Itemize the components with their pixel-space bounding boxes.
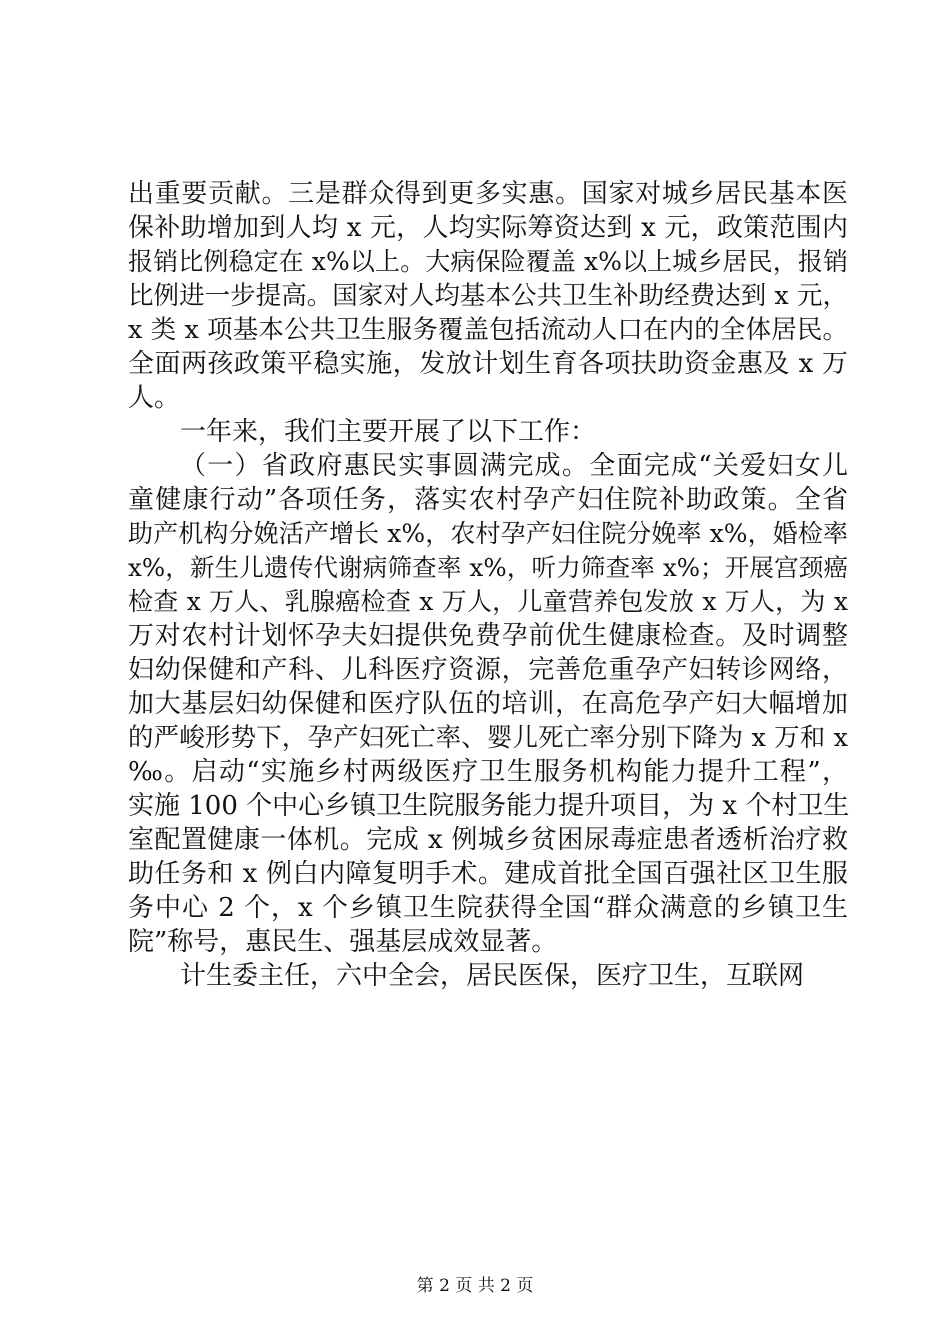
text-line: 一年来，我们主要开展了以下工作： bbox=[180, 417, 597, 447]
text-line: 加大基层妇幼保健和医疗队伍的培训，在高危孕产妇大幅增加 bbox=[128, 689, 848, 719]
paragraph-1 bbox=[128, 177, 848, 415]
page-footer bbox=[0, 1275, 950, 1297]
keywords-text: 计生委主任，六中全会，居民医保，医疗卫生，互联网 bbox=[180, 961, 805, 991]
text-line: 务中心 2 个，x 个乡镇卫生院获得全国“群众满意的乡镇卫生 bbox=[128, 893, 848, 923]
paragraph-3 bbox=[128, 449, 848, 959]
text-line: 出重要贡献。三是群众得到更多实惠。国家对城乡居民基本医 bbox=[128, 179, 848, 209]
text-line: 妇幼保健和产科、儿科医疗资源，完善危重孕产妇转诊网络， bbox=[128, 655, 848, 685]
text-line: 童健康行动”各项任务，落实农村孕产妇住院补助政策。全省 bbox=[128, 485, 848, 515]
text-line: 报销比例稳定在 x%以上。大病保险覆盖 x%以上城乡居民，报销 bbox=[128, 247, 848, 276]
text-line: x%，新生儿遗传代谢病筛查率 x%，听力筛查率 x%；开展宫颈癌 bbox=[128, 553, 848, 582]
text-line: 院”称号，惠民生、强基层成效显著。 bbox=[128, 927, 558, 957]
text-line: （一）省政府惠民实事圆满完成。全面完成“关爱妇女儿 bbox=[180, 451, 848, 481]
text-line: 助任务和 x 例白内障复明手术。建成首批全国百强社区卫生服 bbox=[128, 859, 848, 889]
paragraph-2 bbox=[128, 415, 848, 449]
text-line: 保补助增加到人均 x 元，人均实际筹资达到 x 元，政策范围内 bbox=[128, 213, 848, 243]
keywords-line bbox=[128, 959, 848, 993]
text-line: 人。 bbox=[128, 383, 181, 413]
text-line: 实施 100 个中心乡镇卫生院服务能力提升项目，为 x 个村卫生 bbox=[128, 791, 850, 821]
text-line: 全面两孩政策平稳实施，发放计划生育各项扶助资金惠及 x 万 bbox=[128, 349, 848, 379]
text-line: ‰。启动“实施乡村两级医疗卫生服务机构能力提升工程”， bbox=[128, 757, 848, 787]
document-body bbox=[128, 177, 848, 993]
page-number: 第 2 页 共 2 页 bbox=[416, 1276, 534, 1296]
text-line: 万对农村计划怀孕夫妇提供免费孕前优生健康检查。及时调整 bbox=[128, 621, 848, 651]
text-line: 的严峻形势下，孕产妇死亡率、婴儿死亡率分别下降为 x 万和 x bbox=[128, 723, 848, 753]
text-line: 比例进一步提高。国家对人均基本公共卫生补助经费达到 x 元， bbox=[128, 281, 848, 311]
text-line: 检查 x 万人、乳腺癌检查 x 万人，儿童营养包发放 x 万人，为 x bbox=[128, 587, 848, 616]
text-line: x 类 x 项基本公共卫生服务覆盖包括流动人口在内的全体居民。 bbox=[128, 315, 848, 345]
text-line: 室配置健康一体机。完成 x 例城乡贫困尿毒症患者透析治疗救 bbox=[128, 825, 848, 855]
text-line: 助产机构分娩活产增长 x%，农村孕产妇住院分娩率 x%，婚检率 bbox=[128, 519, 848, 548]
